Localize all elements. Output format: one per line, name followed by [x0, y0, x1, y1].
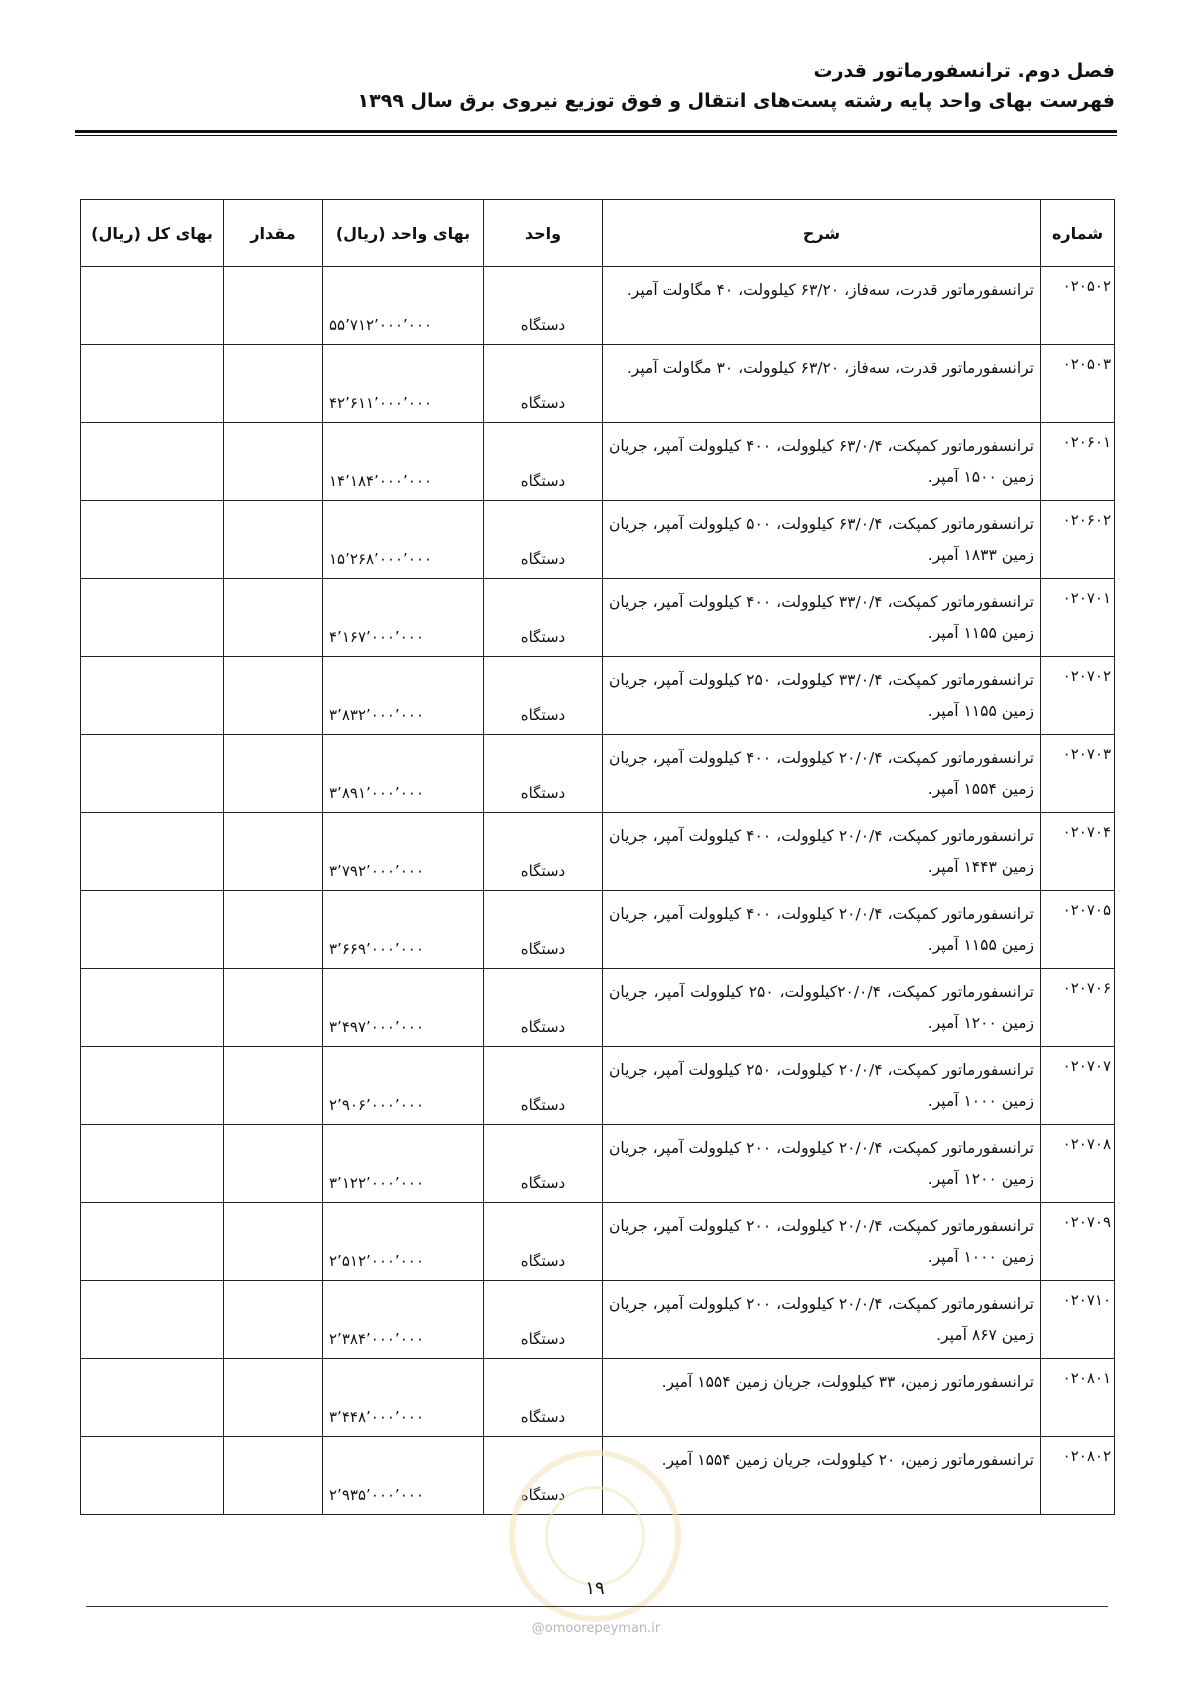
item-total-price-cell	[81, 267, 224, 345]
item-quantity-cell	[224, 969, 323, 1047]
item-number-cell: ۰۲۰۵۰۲	[1041, 267, 1115, 345]
item-unit-price-cell: ۲٬۹۰۶٬۰۰۰٬۰۰۰	[323, 1047, 484, 1125]
item-description-cell: ترانسفورماتور زمین، ۳۳ کیلوولت، جریان زمین ۱۵۵۴ آمپر.	[603, 1359, 1041, 1437]
item-number-cell: ۰۲۰۷۰۳	[1041, 735, 1115, 813]
column-header-unit-price: بهای واحد (ریال)	[323, 200, 484, 267]
item-unit-cell: دستگاه	[484, 1203, 603, 1281]
item-number-cell: ۰۲۰۸۰۲	[1041, 1437, 1115, 1515]
table-row	[81, 1281, 1115, 1359]
item-total-price-cell	[81, 969, 224, 1047]
item-unit-price-cell: ۳٬۶۶۹٬۰۰۰٬۰۰۰	[323, 891, 484, 969]
item-unit-price-cell: ۲٬۳۸۴٬۰۰۰٬۰۰۰	[323, 1281, 484, 1359]
item-total-price-cell	[81, 1047, 224, 1125]
table-row	[81, 657, 1115, 735]
table-row	[81, 423, 1115, 501]
column-header-total-price: بهای کل (ریال)	[81, 200, 224, 267]
item-description-cell: ترانسفورماتور قدرت، سه‌فاز، ۶۳/۲۰ کیلوولت، ۳۰ مگاولت آمپر.	[603, 345, 1041, 423]
item-unit-cell: دستگاه	[484, 735, 603, 813]
item-number-cell: ۰۲۰۷۰۶	[1041, 969, 1115, 1047]
column-header-unit: واحد	[484, 200, 603, 267]
item-quantity-cell	[224, 1437, 323, 1515]
item-total-price-cell	[81, 813, 224, 891]
table-row	[81, 501, 1115, 579]
item-description-cell: ترانسفورماتور کمپکت، ۶۳/۰/۴ کیلوولت، ۴۰۰ کیلوولت آمپر، جریان زمین ۱۵۰۰ آمپر.	[603, 423, 1041, 501]
item-description-cell: ترانسفورماتور کمپکت، ۲۰/۰/۴ کیلوولت، ۴۰۰ کیلوولت آمپر، جریان زمین ۱۵۵۴ آمپر.	[603, 735, 1041, 813]
item-unit-cell: دستگاه	[484, 1047, 603, 1125]
item-quantity-cell	[224, 423, 323, 501]
item-unit-price-cell: ۳٬۸۳۲٬۰۰۰٬۰۰۰	[323, 657, 484, 735]
item-unit-price-cell: ۱۴٬۱۸۴٬۰۰۰٬۰۰۰	[323, 423, 484, 501]
item-total-price-cell	[81, 657, 224, 735]
item-unit-price-cell: ۵۵٬۷۱۲٬۰۰۰٬۰۰۰	[323, 267, 484, 345]
item-unit-cell: دستگاه	[484, 501, 603, 579]
item-description-cell: ترانسفورماتور کمپکت، ۲۰/۰/۴ کیلوولت، ۴۰۰ کیلوولت آمپر، جریان زمین ۱۱۵۵ آمپر.	[603, 891, 1041, 969]
item-description-cell: ترانسفورماتور قدرت، سه‌فاز، ۶۳/۲۰ کیلوولت، ۴۰ مگاولت آمپر.	[603, 267, 1041, 345]
item-unit-cell: دستگاه	[484, 813, 603, 891]
item-number-cell: ۰۲۰۷۰۷	[1041, 1047, 1115, 1125]
item-description-cell: ترانسفورماتور زمین، ۲۰ کیلوولت، جریان زمین ۱۵۵۴ آمپر.	[603, 1437, 1041, 1515]
item-unit-cell: دستگاه	[484, 345, 603, 423]
item-total-price-cell	[81, 1281, 224, 1359]
item-quantity-cell	[224, 267, 323, 345]
item-unit-price-cell: ۲٬۹۳۵٬۰۰۰٬۰۰۰	[323, 1437, 484, 1515]
table-row	[81, 345, 1115, 423]
item-unit-cell: دستگاه	[484, 1437, 603, 1515]
document-title: فهرست بهای واحد پایه رشته پست‌های انتقال و فوق توزیع نیروی برق سال ۱۳۹۹	[357, 90, 1115, 112]
item-unit-cell: دستگاه	[484, 579, 603, 657]
item-unit-price-cell: ۳٬۸۹۱٬۰۰۰٬۰۰۰	[323, 735, 484, 813]
item-unit-price-cell: ۳٬۱۲۲٬۰۰۰٬۰۰۰	[323, 1125, 484, 1203]
table-row	[81, 813, 1115, 891]
item-unit-cell: دستگاه	[484, 1359, 603, 1437]
item-description-cell: ترانسفورماتور کمپکت، ۲۰/۰/۴ کیلوولت، ۲۰۰ کیلوولت آمپر، جریان زمین ۸۶۷ آمپر.	[603, 1281, 1041, 1359]
item-unit-cell: دستگاه	[484, 1125, 603, 1203]
price-list-table	[80, 199, 1115, 1515]
item-unit-cell: دستگاه	[484, 657, 603, 735]
table-row	[81, 1125, 1115, 1203]
item-description-cell: ترانسفورماتور کمپکت، ۲۰/۰/۴ کیلوولت، ۲۰۰ کیلوولت آمپر، جریان زمین ۱۲۰۰ آمپر.	[603, 1125, 1041, 1203]
item-number-cell: ۰۲۰۶۰۱	[1041, 423, 1115, 501]
item-unit-cell: دستگاه	[484, 423, 603, 501]
item-number-cell: ۰۲۰۷۰۴	[1041, 813, 1115, 891]
item-description-cell: ترانسفورماتور کمپکت، ۲۰/۰/۴ کیلوولت، ۲۰۰ کیلوولت آمپر، جریان زمین ۱۰۰۰ آمپر.	[603, 1203, 1041, 1281]
table-row	[81, 891, 1115, 969]
item-unit-price-cell: ۳٬۴۹۷٬۰۰۰٬۰۰۰	[323, 969, 484, 1047]
item-quantity-cell	[224, 501, 323, 579]
seal-inner-ring	[545, 1486, 645, 1586]
item-description-cell: ترانسفورماتور کمپکت، ۶۳/۰/۴ کیلوولت، ۵۰۰ کیلوولت آمپر، جریان زمین ۱۸۳۳ آمپر.	[603, 501, 1041, 579]
item-total-price-cell	[81, 579, 224, 657]
table-row	[81, 1359, 1115, 1437]
item-total-price-cell	[81, 1359, 224, 1437]
item-description-cell: ترانسفورماتور کمپکت، ۳۳/۰/۴ کیلوولت، ۴۰۰ کیلوولت آمپر، جریان زمین ۱۱۵۵ آمپر.	[603, 579, 1041, 657]
item-unit-cell: دستگاه	[484, 891, 603, 969]
item-description-cell: ترانسفورماتور کمپکت، ۲۰/۰/۴ کیلوولت، ۴۰۰ کیلوولت آمپر، جریان زمین ۱۴۴۳ آمپر.	[603, 813, 1041, 891]
item-unit-price-cell: ۳٬۴۴۸٬۰۰۰٬۰۰۰	[323, 1359, 484, 1437]
table-row	[81, 735, 1115, 813]
item-total-price-cell	[81, 423, 224, 501]
table-row	[81, 579, 1115, 657]
item-unit-cell: دستگاه	[484, 1281, 603, 1359]
item-total-price-cell	[81, 501, 224, 579]
item-total-price-cell	[81, 1125, 224, 1203]
item-unit-price-cell: ۲٬۵۱۲٬۰۰۰٬۰۰۰	[323, 1203, 484, 1281]
item-number-cell: ۰۲۰۷۰۸	[1041, 1125, 1115, 1203]
item-number-cell: ۰۲۰۶۰۲	[1041, 501, 1115, 579]
item-total-price-cell	[81, 1437, 224, 1515]
item-quantity-cell	[224, 813, 323, 891]
item-quantity-cell	[224, 1125, 323, 1203]
item-unit-price-cell: ۴٬۱۶۷٬۰۰۰٬۰۰۰	[323, 579, 484, 657]
header-divider-thin	[75, 135, 1117, 136]
item-unit-price-cell: ۱۵٬۲۶۸٬۰۰۰٬۰۰۰	[323, 501, 484, 579]
table-row	[81, 1047, 1115, 1125]
page-number: ۱۹	[585, 1578, 605, 1599]
item-unit-cell: دستگاه	[484, 969, 603, 1047]
item-quantity-cell	[224, 345, 323, 423]
item-quantity-cell	[224, 1281, 323, 1359]
table-row	[81, 1203, 1115, 1281]
item-number-cell: ۰۲۰۷۰۹	[1041, 1203, 1115, 1281]
website-watermark: @omoorepeyman.ir	[531, 1621, 661, 1636]
item-number-cell: ۰۲۰۷۰۲	[1041, 657, 1115, 735]
footer-divider	[86, 1606, 1108, 1607]
item-quantity-cell	[224, 891, 323, 969]
table-header-row	[81, 200, 1115, 267]
item-quantity-cell	[224, 1047, 323, 1125]
column-header-number: شماره	[1041, 200, 1115, 267]
item-number-cell: ۰۲۰۵۰۳	[1041, 345, 1115, 423]
item-number-cell: ۰۲۰۷۰۵	[1041, 891, 1115, 969]
item-quantity-cell	[224, 1359, 323, 1437]
item-total-price-cell	[81, 345, 224, 423]
table-row	[81, 267, 1115, 345]
item-description-cell: ترانسفورماتور کمپکت، ۲۰/۰/۴ کیلوولت، ۲۵۰ کیلوولت آمپر، جریان زمین ۱۰۰۰ آمپر.	[603, 1047, 1041, 1125]
table-row	[81, 969, 1115, 1047]
item-total-price-cell	[81, 735, 224, 813]
item-total-price-cell	[81, 1203, 224, 1281]
item-description-cell: ترانسفورماتور کمپکت، ۳۳/۰/۴ کیلوولت، ۲۵۰ کیلوولت آمپر، جریان زمین ۱۱۵۵ آمپر.	[603, 657, 1041, 735]
item-quantity-cell	[224, 1203, 323, 1281]
item-unit-price-cell: ۳٬۷۹۲٬۰۰۰٬۰۰۰	[323, 813, 484, 891]
item-number-cell: ۰۲۰۷۰۱	[1041, 579, 1115, 657]
column-header-description: شرح	[603, 200, 1041, 267]
item-description-cell: ترانسفورماتور کمپکت، ۲۰/۰/۴کیلوولت، ۲۵۰ کیلوولت آمپر، جریان زمین ۱۲۰۰ آمپر.	[603, 969, 1041, 1047]
item-quantity-cell	[224, 735, 323, 813]
item-quantity-cell	[224, 657, 323, 735]
page-header	[75, 56, 1115, 116]
item-number-cell: ۰۲۰۸۰۱	[1041, 1359, 1115, 1437]
item-number-cell: ۰۲۰۷۱۰	[1041, 1281, 1115, 1359]
item-quantity-cell	[224, 579, 323, 657]
item-total-price-cell	[81, 891, 224, 969]
chapter-title: فصل دوم. ترانسفورماتور قدرت	[813, 60, 1115, 82]
item-unit-price-cell: ۴۲٬۶۱۱٬۰۰۰٬۰۰۰	[323, 345, 484, 423]
item-unit-cell: دستگاه	[484, 267, 603, 345]
header-divider	[75, 130, 1117, 133]
column-header-quantity: مقدار	[224, 200, 323, 267]
